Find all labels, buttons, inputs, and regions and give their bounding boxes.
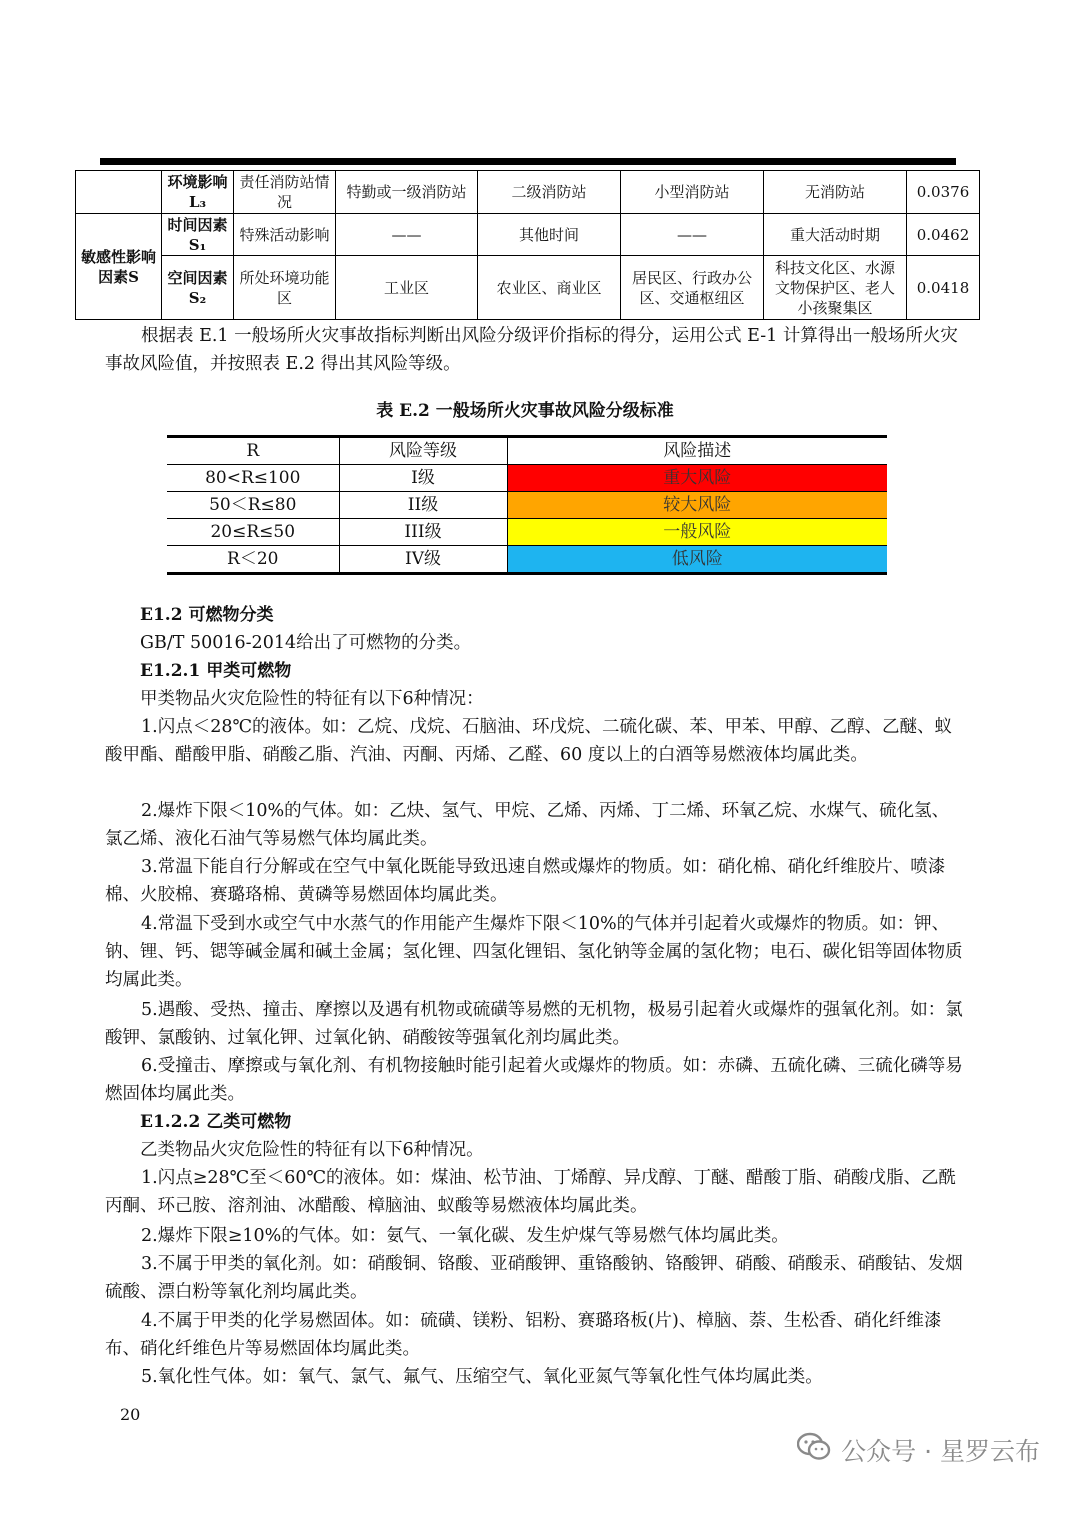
level-cell: III级 bbox=[339, 519, 507, 546]
value-cell: 其他时间 bbox=[478, 214, 621, 256]
risk-desc-cell: 低风险 bbox=[507, 546, 887, 574]
level-cell: IV级 bbox=[339, 546, 507, 574]
list-item: 2.爆炸下限≥10%的气体。如：氨气、一氧化碳、发生炉煤气等易燃气体均属此类。 bbox=[141, 1226, 789, 1246]
list-item: 2.爆炸下限＜10%的气体。如：乙炔、氢气、甲烷、乙烯、丙烯、丁二烯、环氧乙烷、水煤气、硫化氢、氯乙烯、液化石油气等易燃气体均属此类。 bbox=[105, 801, 950, 849]
header-rule bbox=[100, 158, 956, 165]
risk-desc-cell: 重大风险 bbox=[507, 465, 887, 492]
watermark-text: 公众号 · 星罗云布 bbox=[841, 1437, 1040, 1466]
value-cell: 居民区、行政办公区、交通枢纽区 bbox=[621, 256, 764, 320]
level-cell: I级 bbox=[339, 465, 507, 492]
value-cell: 无消防站 bbox=[764, 171, 907, 214]
table-caption: 表 E.2 一般场所火灾事故风险分级标准 bbox=[376, 401, 674, 421]
value-cell: 二级消防站 bbox=[478, 171, 621, 214]
value-cell: 特勤或一级消防站 bbox=[336, 171, 478, 214]
range-cell: R＜20 bbox=[167, 546, 339, 574]
value-cell: 农业区、商业区 bbox=[478, 256, 621, 320]
table-row bbox=[76, 214, 980, 256]
range-cell: 80<R≤100 bbox=[167, 465, 339, 492]
paragraph: GB/T 50016-2014给出了可燃物的分类。 bbox=[140, 633, 472, 653]
watermark bbox=[797, 1432, 1040, 1468]
weight-cell: 0.0376 bbox=[907, 171, 980, 214]
list-item: 1.闪点≥28℃至＜60℃的液体。如：煤油、松节油、丁烯醇、异戊醇、丁醚、醋酸丁脂、硝酸戊脂、乙酰丙酮、环己胺、溶剂油、冰醋酸、樟脑油、蚁酸等易燃液体均属此类。 bbox=[105, 1168, 957, 1216]
table-row bbox=[167, 492, 887, 519]
risk-desc-cell: 一般风险 bbox=[507, 519, 887, 546]
desc-cell: 责任消防站情况 bbox=[234, 171, 336, 214]
section-heading: E1.2.2 乙类可燃物 bbox=[140, 1112, 292, 1132]
section-heading: E1.2.1 甲类可燃物 bbox=[140, 661, 292, 681]
wechat-icon bbox=[797, 1432, 831, 1468]
value-cell: 工业区 bbox=[336, 256, 478, 320]
column-header: 风险描述 bbox=[507, 437, 887, 465]
list-item: 3.常温下能自行分解或在空气中氧化既能导致迅速自燃或爆炸的物质。如：硝化棉、硝化纤维胶片、喷漆棉、火胶棉、赛璐珞棉、黄磷等易燃固体均属此类。 bbox=[105, 857, 946, 905]
value-cell: —— bbox=[336, 214, 478, 256]
weight-cell: 0.0418 bbox=[907, 256, 980, 320]
factor-cell: 环境影响L₃ bbox=[162, 171, 234, 214]
table-row bbox=[167, 519, 887, 546]
risk-desc-cell: 较大风险 bbox=[507, 492, 887, 519]
paragraph: 乙类物品火灾危险性的特征有以下6种情况。 bbox=[140, 1140, 484, 1160]
desc-cell: 特殊活动影响 bbox=[234, 214, 336, 256]
list-item: 4.常温下受到水或空气中水蒸气的作用能产生爆炸下限＜10%的气体并引起着火或爆炸的物质。如：钾、钠、锂、钙、锶等碱金属和碱土金属；氢化锂、四氢化锂铝、氢化钠等金属的氢化物；电石、碳化铝等固体物质均属此类。 bbox=[105, 914, 963, 990]
factor-cell: 时间因素S₁ bbox=[162, 214, 234, 256]
list-item: 4.不属于甲类的化学易燃固体。如：硫磺、镁粉、铝粉、赛璐珞板(片)、樟脑、萘、生松香、硝化纤维漆布、硝化纤维色片等易燃固体均属此类。 bbox=[105, 1311, 942, 1359]
table-e1-continued bbox=[75, 170, 980, 320]
value-cell: 小型消防站 bbox=[621, 171, 764, 214]
paragraph: 甲类物品火灾危险性的特征有以下6种情况： bbox=[140, 689, 484, 709]
value-cell: 重大活动时期 bbox=[764, 214, 907, 256]
weight-cell: 0.0462 bbox=[907, 214, 980, 256]
list-item: 3.不属于甲类的氧化剂。如：硝酸铜、铬酸、亚硝酸钾、重铬酸钠、铬酸钾、硝酸、硝酸汞、硝酸钴、发烟硫酸、漂白粉等氧化剂均属此类。 bbox=[105, 1254, 963, 1302]
page-number: 20 bbox=[120, 1405, 141, 1424]
value-cell: 科技文化区、水源文物保护区、老人小孩聚集区 bbox=[764, 256, 907, 320]
column-header: 风险等级 bbox=[339, 437, 507, 465]
table-header-row bbox=[167, 437, 887, 465]
table-row bbox=[167, 465, 887, 492]
list-item: 1.闪点＜28℃的液体。如：乙烷、戊烷、石脑油、环戊烷、二硫化碳、苯、甲苯、甲醇、乙醇、乙醚、蚁酸甲酯、醋酸甲脂、硝酸乙脂、汽油、丙酮、丙烯、乙醛、60 度以上的白酒等易燃液体均属此类。 bbox=[105, 717, 953, 765]
section-heading: E1.2 可燃物分类 bbox=[140, 605, 274, 625]
list-item: 5.遇酸、受热、撞击、摩擦以及遇有机物或硫磺等易燃的无机物，极易引起着火或爆炸的强氧化剂。如：氯酸钾、氯酸钠、过氧化钾、过氧化钠、硝酸铵等强氧化剂均属此类。 bbox=[105, 1000, 963, 1048]
empty-cell bbox=[76, 171, 162, 214]
list-item: 5.氧化性气体。如：氧气、氯气、氟气、压缩空气、氧化亚氮气等氧化性气体均属此类。 bbox=[141, 1367, 823, 1387]
desc-cell: 所处环境功能区 bbox=[234, 256, 336, 320]
column-header: R bbox=[167, 437, 339, 465]
risk-level-table bbox=[167, 435, 887, 575]
level-cell: II级 bbox=[339, 492, 507, 519]
group-label-cell: 敏感性影响因素S bbox=[76, 214, 162, 320]
table-row bbox=[76, 256, 980, 320]
paragraph: 根据表 E.1 一般场所火灾事故指标判断出风险分级评价指标的得分，运用公式 E-1 计算得出一般场所火灾事故风险值，并按照表 E.2 得出其风险等级。 bbox=[105, 326, 958, 374]
table-row bbox=[76, 171, 980, 214]
factor-cell: 空间因素S₂ bbox=[162, 256, 234, 320]
range-cell: 20≤R≤50 bbox=[167, 519, 339, 546]
list-item: 6.受撞击、摩擦或与氧化剂、有机物接触时能引起着火或爆炸的物质。如：赤磷、五硫化磷、三硫化磷等易燃固体均属此类。 bbox=[105, 1056, 963, 1104]
value-cell: —— bbox=[621, 214, 764, 256]
range-cell: 50＜R≤80 bbox=[167, 492, 339, 519]
table-row bbox=[167, 546, 887, 574]
